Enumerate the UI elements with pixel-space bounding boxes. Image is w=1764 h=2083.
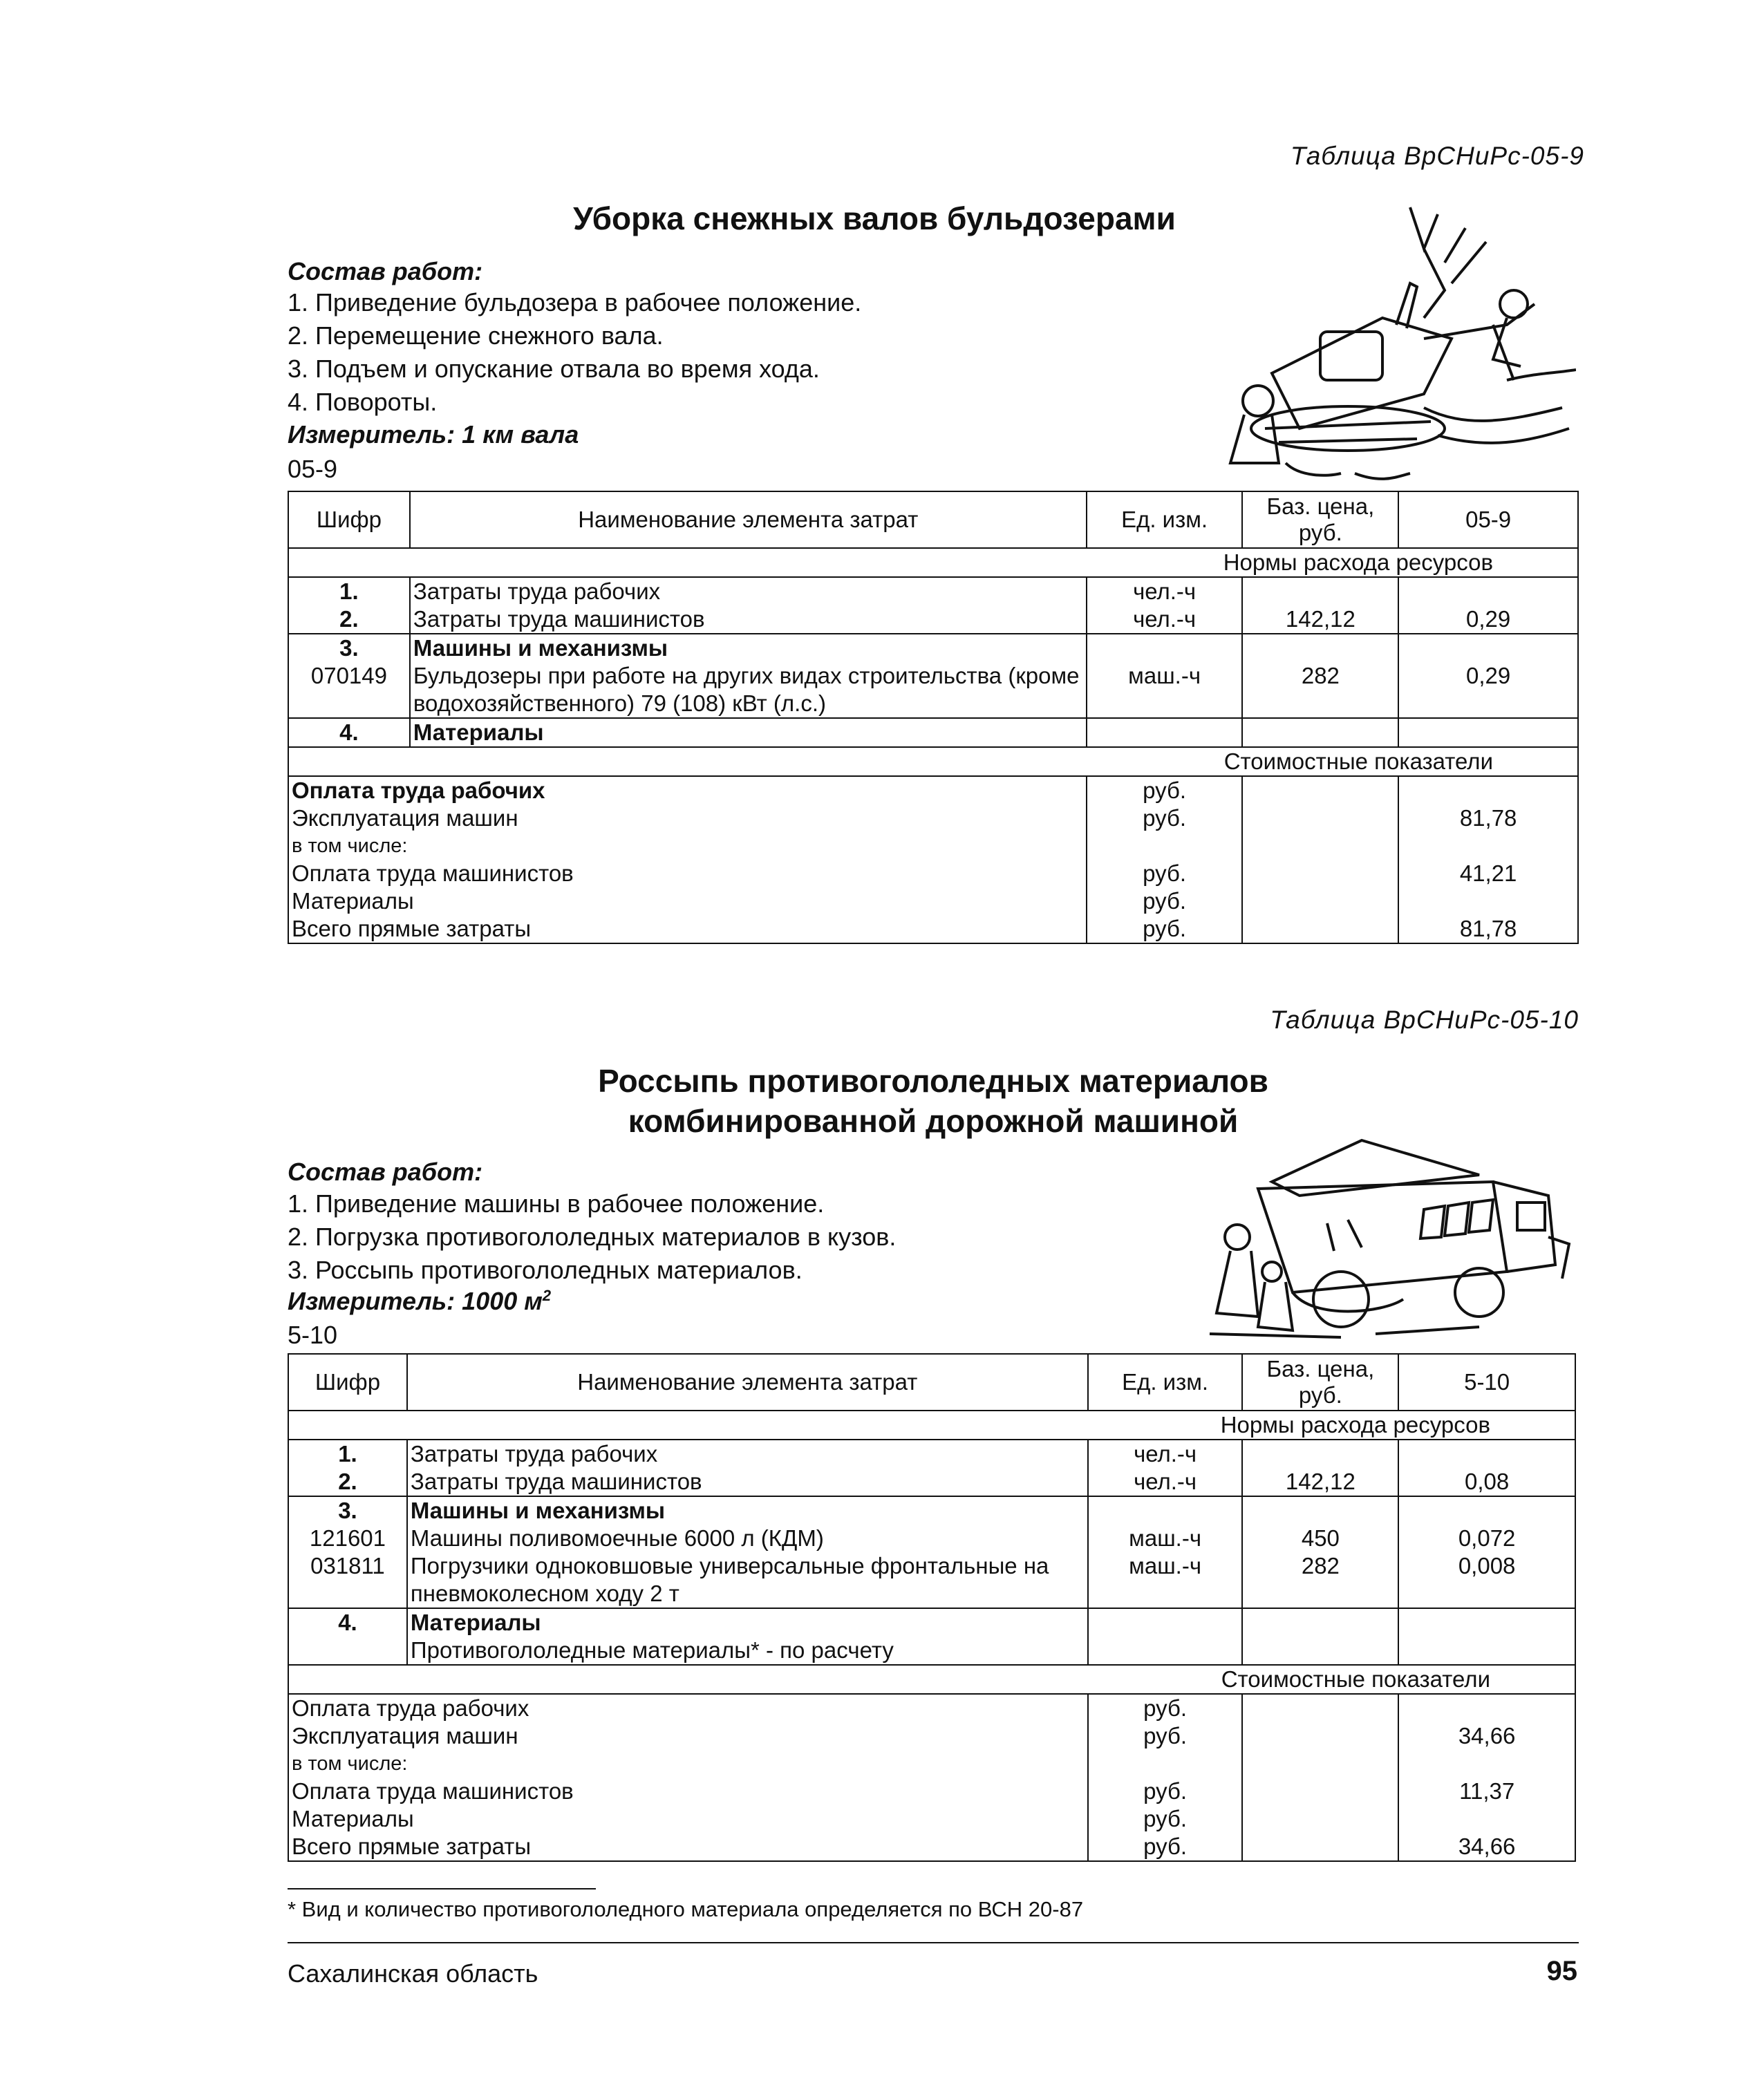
row-value: 0,072 0,008 [1398,1496,1575,1608]
cost-table-1 [288,491,1579,944]
table-label: Таблица ВрСНиРс-05-10 [1270,1006,1579,1034]
header-name: Наименование элемента затрат [410,491,1087,548]
row-unit: чел.-ч чел.-ч [1087,577,1243,634]
cost-table-2 [288,1353,1576,1862]
row-unit: маш.-ч [1087,634,1243,718]
cost-names: Оплата труда рабочих Эксплуатация машин в том числе: Оплата труда машинистов Материалы Всего прямые затраты [288,1694,1088,1861]
row-cipher: 1. 2. [288,577,410,634]
row-cipher: 4. [288,1608,407,1665]
header-code: 05-9 [1398,491,1578,548]
header-price: Баз. цена, руб. [1242,491,1398,548]
cost-caption: Стоимостные показатели [288,1665,1575,1694]
footer-divider [288,1942,1579,1943]
cost-units: руб. руб. руб. руб. руб. [1087,776,1243,943]
cost-values: 81,78 41,21 81,78 [1398,776,1578,943]
row-cipher: 3. 121601 031811 [288,1496,407,1608]
row-price: 450 282 [1242,1496,1398,1608]
footer-region: Сахалинская область [288,1959,538,1988]
road-machine-illustration-icon [1203,1133,1576,1341]
row-price: 142,12 [1242,577,1398,634]
row-name: Машины и механизмы Бульдозеры при работе на других видах строительства (кроме водохозяйственного) 79 (108) кВт (л.с.) [410,634,1087,718]
work-item: 1. Приведение бульдозера в рабочее положение. [288,288,862,317]
footnote-divider [288,1888,596,1889]
works-heading: Состав работ: [288,257,483,285]
norms-caption: Нормы расхода ресурсов [288,1411,1575,1440]
table-code: 05-9 [288,455,338,483]
cost-caption: Стоимостные показатели [288,747,1578,776]
header-unit: Ед. изм. [1087,491,1243,548]
row-value: 0,29 [1398,577,1578,634]
meter: Измеритель: 1 км вала [288,420,579,449]
works-list [288,286,861,419]
section-title: Россыпь противогололедных материалов комбинированной дорожной машиной [598,1063,1268,1139]
work-item: 2. Перемещение снежного вала. [288,321,664,350]
header-cipher: Шифр [288,491,410,548]
row-unit: маш.-ч маш.-ч [1088,1496,1243,1608]
header-unit: Ед. изм. [1088,1354,1243,1411]
work-item: 3. Подъем и опускание отвала во время хода. [288,355,820,383]
row-name: Машины и механизмы Машины поливомоечные 6000 л (КДМ) Погрузчики одноковшовые универсальные фронтальные на пневмоколесном ходу 2 т [407,1496,1088,1608]
work-item: 3. Россыпь противогололедных материалов. [288,1256,803,1284]
row-cipher: 4. [288,718,410,747]
table-label: Таблица ВрСНиРс-05-9 [1290,142,1584,170]
works-heading: Состав работ: [288,1158,483,1186]
cost-values: 34,66 11,37 34,66 [1398,1694,1575,1861]
meter: Измеритель: 1000 $м^2$ [288,1287,552,1315]
footnote: * Вид и количество противогололедного материала определяется по ВСН 20-87 [288,1897,1084,1921]
row-unit: чел.-ч чел.-ч [1088,1440,1243,1496]
page-number: 95 [1546,1956,1577,1986]
norms-caption: Нормы расхода ресурсов [288,548,1578,577]
row-value: 0,29 [1398,634,1578,718]
header-price: Баз. цена, руб. [1242,1354,1398,1411]
work-item: 1. Приведение машины в рабочее положение. [288,1189,825,1218]
section-title: Уборка снежных валов бульдозерами [573,200,1176,236]
table-code: 5-10 [288,1321,338,1349]
row-cipher: 1. 2. [288,1440,407,1496]
row-value: 0,08 [1398,1440,1575,1496]
bulldozer-illustration-icon [1217,200,1576,491]
cost-units: руб. руб. руб. руб. руб. [1088,1694,1243,1861]
row-name: Затраты труда рабочих Затраты труда машинистов [410,577,1087,634]
cost-names: Оплата труда рабочих Эксплуатация машин в том числе: Оплата труда машинистов Материалы Всего прямые затраты [288,776,1087,943]
row-name: Материалы Противогололедные материалы* - по расчету [407,1608,1088,1665]
row-cipher: 3. 070149 [288,634,410,718]
row-price: 282 [1242,634,1398,718]
work-item: 4. Повороты. [288,388,438,416]
header-name: Наименование элемента затрат [407,1354,1088,1411]
header-code: 5-10 [1398,1354,1575,1411]
row-name: Затраты труда рабочих Затраты труда машинистов [407,1440,1088,1496]
works-list [288,1187,896,1287]
work-item: 2. Погрузка противогололедных материалов в кузов. [288,1223,897,1251]
row-price: 142,12 [1242,1440,1398,1496]
header-cipher: Шифр [288,1354,407,1411]
row-name: Материалы [410,718,1087,747]
